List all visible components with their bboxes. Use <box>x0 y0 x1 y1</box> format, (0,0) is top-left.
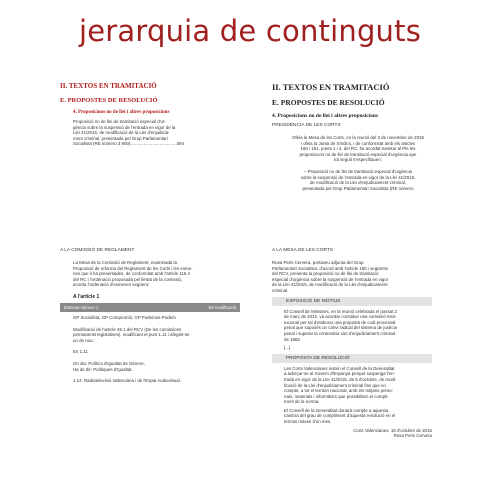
left-heading-2: E. PROPOSTES DE RESOLUCIÓ <box>60 97 158 104</box>
paragraph <box>60 260 240 288</box>
text-line: ment criminal, presentada pel Grup Parlamentari <box>73 135 168 141</box>
text-line: permanents legislatives), modificant el punt 1.11 i afegint-ne <box>73 332 190 338</box>
text-line: acorda l'ordenació d'esmenes següent: <box>73 282 150 288</box>
text-line: Proposició no de llei de tramitació especial d'ur- <box>73 119 166 124</box>
paragraph <box>272 366 432 405</box>
text-line: – Proposició no de llei de tramitació especial d'urgència <box>304 168 412 174</box>
text-line: Socialista (RE número 3 900)......................................094 <box>73 141 185 147</box>
text-line: de març de 2012, va acordar constituir una comissió insti- <box>284 314 397 320</box>
section-box-label: PROPOSTA DE RESOLUCIÓ <box>272 354 432 363</box>
left-bottom-block <box>60 248 240 384</box>
text-line: Modificació de l'article 45.1 del RCV (De les comissions <box>73 326 182 332</box>
text-line: penal que suposés un canvi radical del sistema de justícia <box>284 325 398 331</box>
list-item: En 1.11 <box>73 349 88 355</box>
paragraph <box>272 169 444 191</box>
text-line: del RC i l'ordenació proposada pel lletrat de la comissió, <box>73 276 183 282</box>
right-bottom-block <box>272 248 432 439</box>
signature-place-date: Corts Valencianes, 19 d'octubre de 2015 <box>353 427 432 433</box>
text-line: Proposició de reforma del Reglament de les Corts i les esme- <box>73 265 193 271</box>
paragraph <box>272 135 444 163</box>
signature-block <box>272 428 432 439</box>
text-line: de modificació de la Llei d'enjudiciament criminal, <box>309 180 407 186</box>
text-line: gència sobre la suspensió de l'entrada en vigor de la <box>73 124 176 130</box>
text-line: nes que li ha presentades, de conformitat amb l'article 116.4 <box>73 271 190 277</box>
table-header-cell: Esmena número 1 <box>64 304 99 310</box>
left-heading-1: II. TEXTOS EN TRAMITACIÓ <box>60 82 157 90</box>
text-line: ment de la norma. <box>284 399 320 405</box>
text-line: un de nou: <box>73 337 94 343</box>
article-heading: A l'article 1 <box>73 293 100 300</box>
paragraph <box>272 309 432 343</box>
text-line: trada en vigor de la Llei 41/2015, de 5 d'octubre, de modi- <box>284 376 397 382</box>
text-line: i ofeia la Junta de Síndics, i de conformitat amb els articles <box>300 140 416 146</box>
text-line: Les Corts Valencianes insten el Consell de la Generalitat <box>284 365 395 371</box>
text-line: Llei 41/2015, de modificació de la Llei d'enjudicia- <box>73 130 170 136</box>
text-line: sobre la suspensió de l'entrada en vigor de la Llei 41/2015, <box>300 174 416 180</box>
text-line: Rosa Peris Cervera, portaveu adjunta del Grup <box>272 260 364 265</box>
section-label: A LA COMISSIÓ DE REGLAMENT <box>60 248 135 253</box>
left-heading-3: 4. Proposicions no de llei i altres proposicions <box>73 110 170 115</box>
text-line: termini màxim d'un mes. <box>284 419 332 425</box>
paragraph <box>60 327 240 344</box>
text-line: Ha de dir: Polítiques d'Igualtat. <box>73 366 133 372</box>
text-line: nals, materials i informàtics que possibiliten el compli- <box>284 393 389 399</box>
table-header-cell: De modificació <box>208 304 236 310</box>
text-line: compte, a tot el territori nacional, amb els mitjans perso- <box>284 388 394 394</box>
text-line: Parlamentari Socialista, d'acord amb l'article 160 i següents <box>272 265 388 271</box>
text-line: Ofeia la Mesa de les Corts, en la reunió del 3 de novembre de 2015 <box>292 135 424 140</box>
text-line: On diu: Política d'Igualtat de Gènere, <box>73 360 145 366</box>
right-heading-3: 4. Proposicions no de llei i altres proposicions <box>272 113 379 119</box>
page-title: jerarquia de continguts <box>78 14 422 48</box>
text-line: criminal. <box>272 287 289 293</box>
text-line: penal i superar la centenària Llei d'enjudiciament criminal <box>284 330 396 336</box>
amendment-table-header <box>60 303 240 312</box>
section-label: A LA MESA DE LES CORTS <box>272 248 333 253</box>
text-line: de 1882. <box>284 336 302 342</box>
text-line: cambra del grau de compliment d'aquesta resolució en el <box>284 413 396 419</box>
text-line: a adreçar-se al Govern d'Espanya perquè suspenga l'en- <box>284 371 396 377</box>
list-item <box>60 361 240 372</box>
text-line: tot seguit s'especifiquen: <box>334 157 382 163</box>
right-heading-1: II. TEXTOS EN TRAMITACIÓ <box>272 82 390 92</box>
text-line: especial d'urgència sobre la suspensió de l'entrada en vigor <box>272 276 389 282</box>
section-label: PRESIDÈNCIA DE LES CORTS <box>272 123 341 128</box>
list-item: 1.12. Radiotelevisió Valenciana i de l'Espai Audiovisual. <box>73 378 181 384</box>
text-line: 160 i 161, punts 1 i 4, del RC, ha acordat tramitar al Ple les <box>300 146 416 152</box>
text-line: proposicions no de llei de tramitació especial d'urgència que <box>299 151 417 157</box>
right-top-block <box>272 82 444 191</box>
text-line: El Consell de la Generalitat donarà compte a aquesta <box>284 407 389 413</box>
right-heading-2: E. PROPOSTES DE RESOLUCIÓ <box>272 98 385 107</box>
text-line: de la Llei 41/2015, de modificació de la Llei d'enjudiciament <box>272 282 388 288</box>
text-line: tucional per tal d'elaborar una proposta de codi processal <box>284 319 396 325</box>
groups-line: GP Socialista; GP Compromís; GP Podemos-Podem <box>73 314 176 320</box>
paragraph <box>272 260 432 294</box>
left-top-block <box>60 82 238 147</box>
left-summary <box>60 119 238 147</box>
text-line: El Consell de Ministres, en la reunió celebrada el passat 2 <box>284 308 397 314</box>
text-line: presentada pel Grup Parlamentari Socialista (RE número <box>302 185 414 191</box>
paragraph <box>272 408 432 425</box>
signature-name: Rosa Peris Cervera <box>393 433 432 439</box>
ellipsis: [...] <box>284 345 291 351</box>
text-line: del RCV, presenta la proposició no de llei de tramitació <box>272 271 379 277</box>
section-box-label: EXPOSICIÓ DE MOTIUS <box>272 297 432 306</box>
text-line: La Mesa de la Comissió de Reglament, examinada la <box>73 260 177 265</box>
text-line: ficació de la Llei d'enjudiciament criminal fins que no <box>284 382 386 388</box>
